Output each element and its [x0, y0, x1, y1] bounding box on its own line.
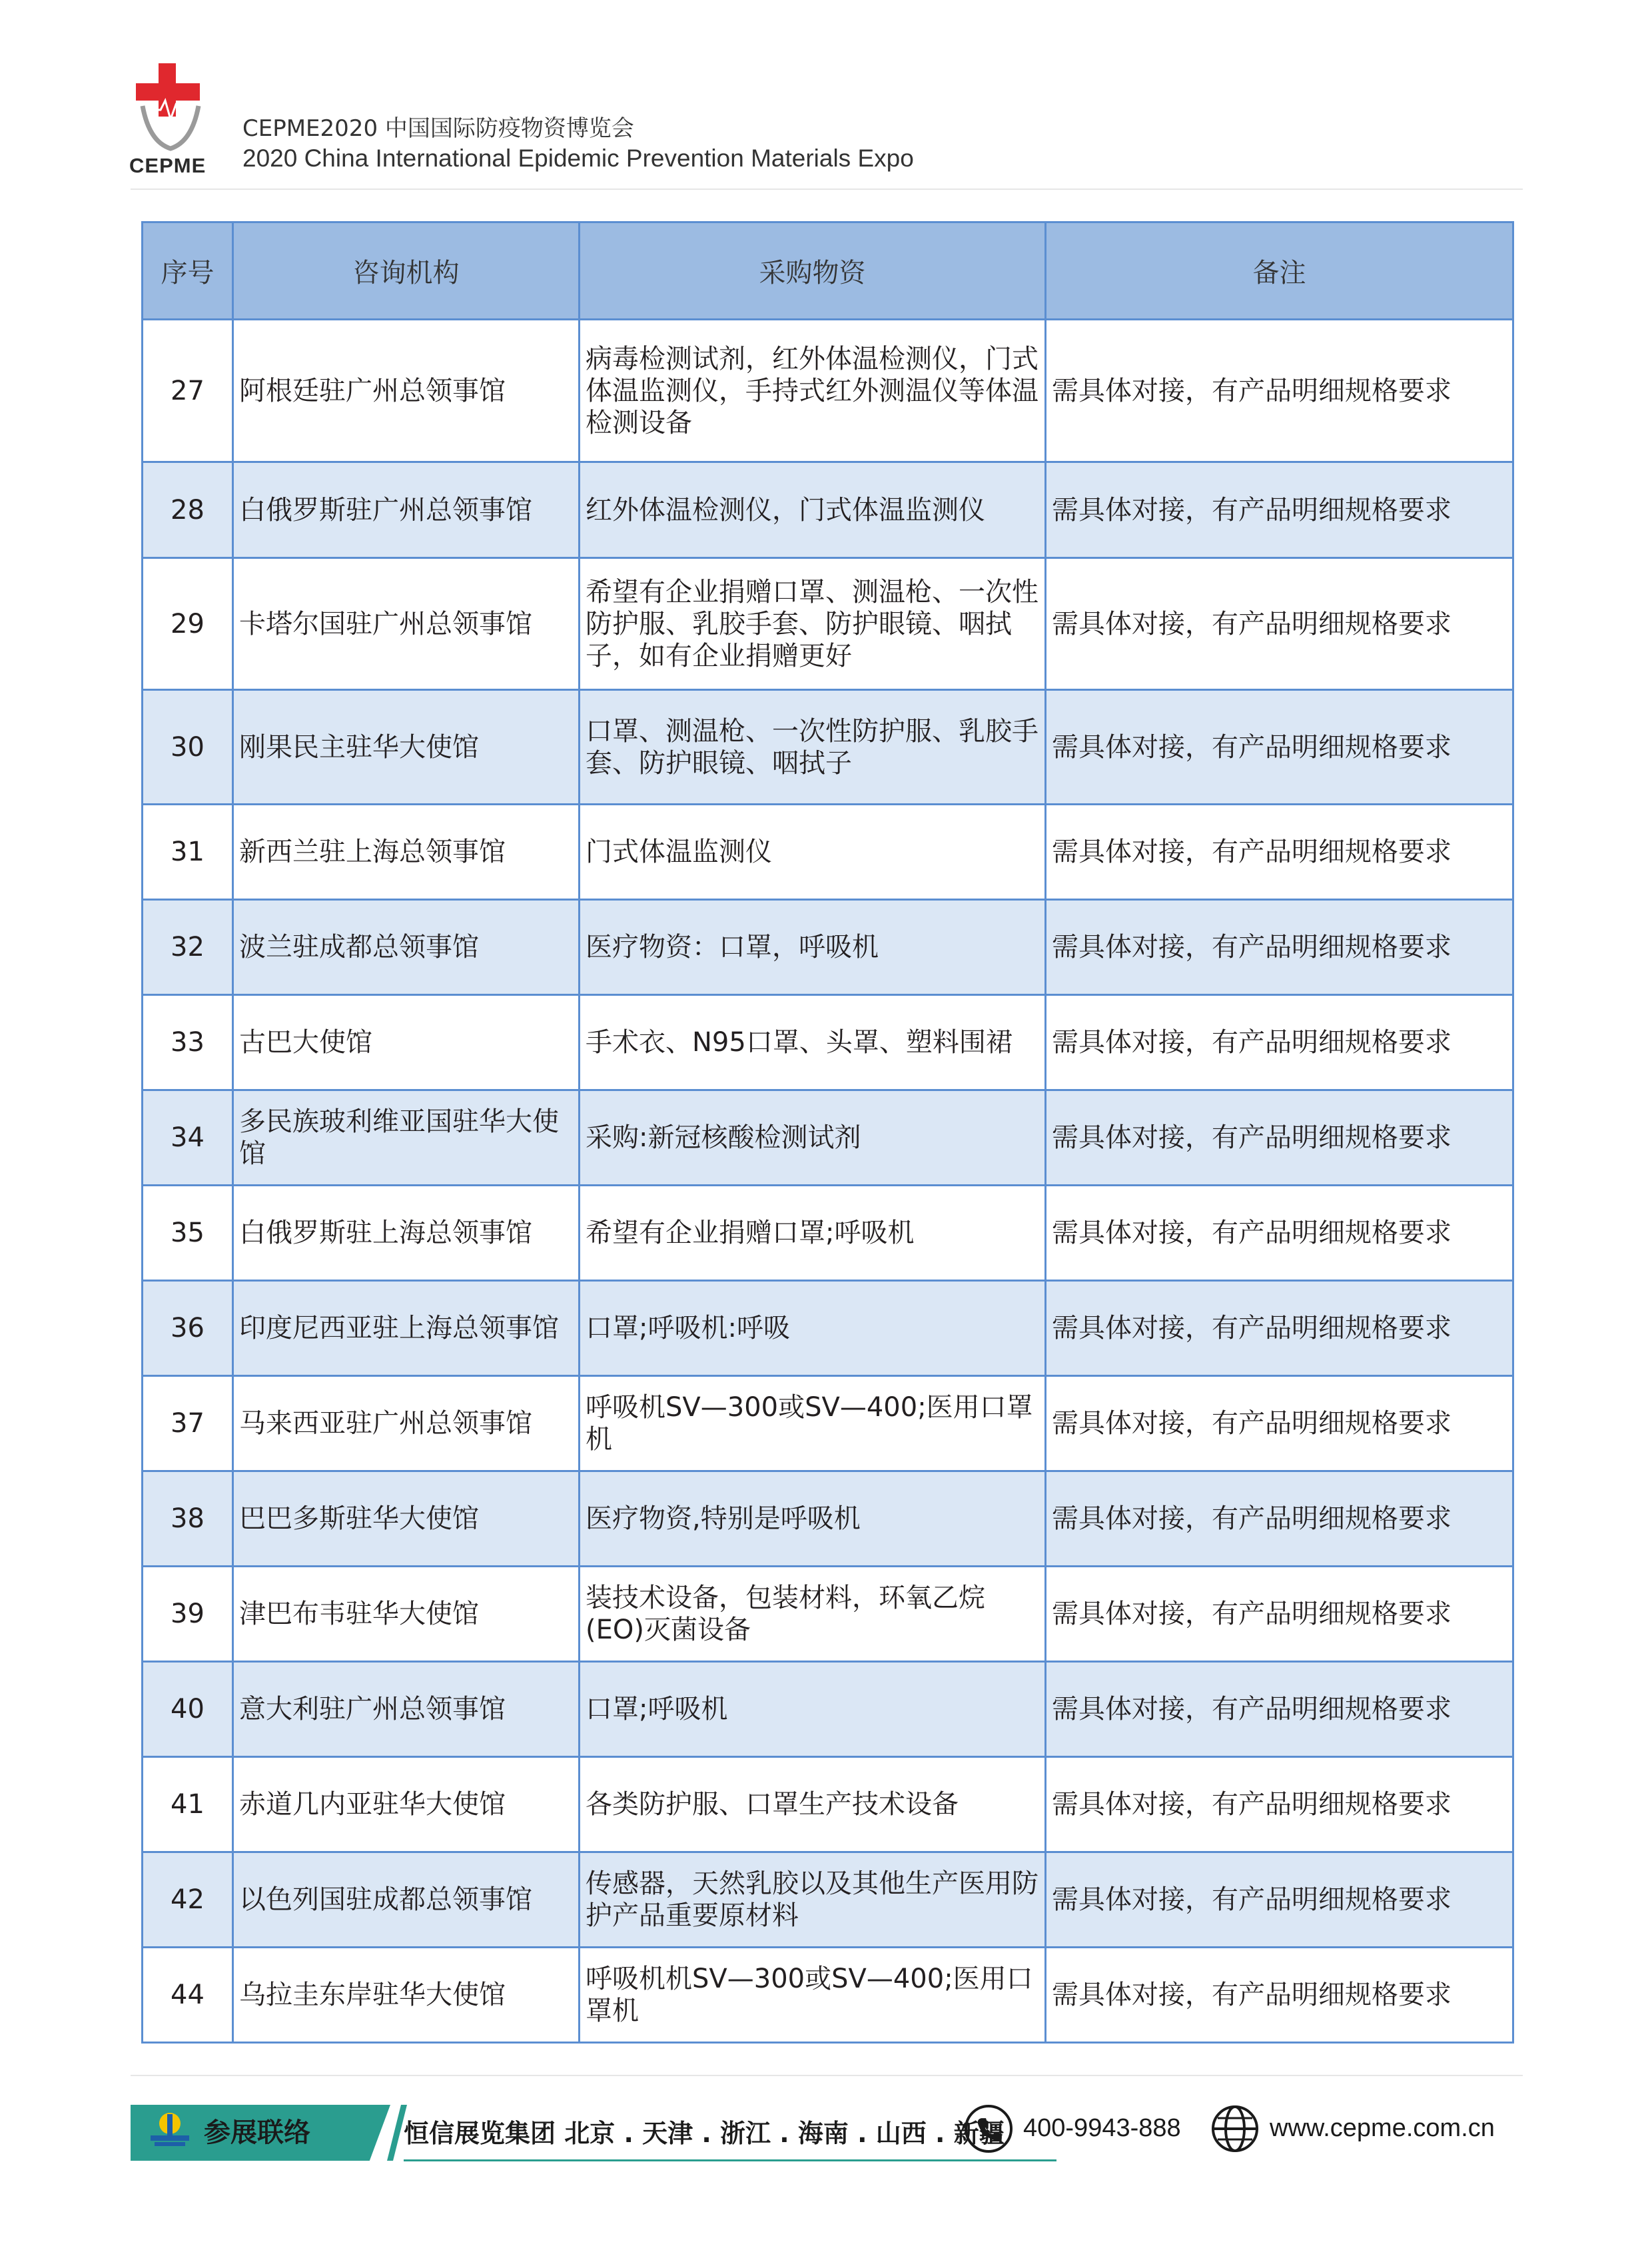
phone-number[interactable]: 400-9943-888	[1023, 2114, 1181, 2142]
column-header-org: 咨询机构	[233, 222, 580, 320]
cell-items: 装技术设备，包装材料，环氧乙烷(EO)灭菌设备	[580, 1567, 1046, 1662]
cell-note: 需具体对接，有产品明细规格要求	[1046, 1852, 1513, 1948]
table-row	[143, 1662, 1513, 1757]
cell-index: 44	[143, 1948, 233, 2043]
cell-items: 口罩;呼吸机:呼吸	[580, 1281, 1046, 1376]
cell-org: 多民族玻利维亚国驻华大使馆	[233, 1090, 580, 1186]
cell-index: 29	[143, 558, 233, 690]
table-header-row	[143, 222, 1513, 320]
cell-note: 需具体对接，有产品明细规格要求	[1046, 690, 1513, 805]
cell-org: 白俄罗斯驻广州总领事馆	[233, 462, 580, 558]
cell-org: 赤道几内亚驻华大使馆	[233, 1757, 580, 1852]
cell-items: 口罩;呼吸机	[580, 1662, 1046, 1757]
table-row	[143, 462, 1513, 558]
website-link[interactable]: www.cepme.com.cn	[1270, 2114, 1495, 2142]
cell-index: 31	[143, 805, 233, 900]
table-row	[143, 1948, 1513, 2043]
table-row	[143, 320, 1513, 462]
cell-org: 阿根廷驻广州总领事馆	[233, 320, 580, 462]
table-row	[143, 558, 1513, 690]
cell-org: 以色列国驻成都总领事馆	[233, 1852, 580, 1948]
cell-org: 刚果民主驻华大使馆	[233, 690, 580, 805]
cell-org: 巴巴多斯驻华大使馆	[233, 1471, 580, 1567]
page-footer	[131, 2098, 1523, 2171]
table-row	[143, 1852, 1513, 1948]
cell-note: 需具体对接，有产品明细规格要求	[1046, 805, 1513, 900]
table-row	[143, 900, 1513, 995]
table-row	[143, 690, 1513, 805]
cell-org: 白俄罗斯驻上海总领事馆	[233, 1186, 580, 1281]
cell-org: 意大利驻广州总领事馆	[233, 1662, 580, 1757]
cell-note: 需具体对接，有产品明细规格要求	[1046, 320, 1513, 462]
logo-text: CEPME	[129, 154, 206, 177]
globe-icon	[1210, 2103, 1260, 2154]
table-row	[143, 1090, 1513, 1186]
table-row	[143, 1186, 1513, 1281]
cell-items: 红外体温检测仪，门式体温监测仪	[580, 462, 1046, 558]
cell-note: 需具体对接，有产品明细规格要求	[1046, 1281, 1513, 1376]
cell-index: 42	[143, 1852, 233, 1948]
page-header	[131, 63, 1523, 190]
cell-items: 医疗物资：口罩，呼吸机	[580, 900, 1046, 995]
cell-note: 需具体对接，有产品明细规格要求	[1046, 558, 1513, 690]
group-underline	[404, 2159, 1056, 2161]
cell-org: 马来西亚驻广州总领事馆	[233, 1376, 580, 1471]
cell-items: 各类防护服、口罩生产技术设备	[580, 1757, 1046, 1852]
cell-org: 津巴布韦驻华大使馆	[233, 1567, 580, 1662]
cell-index: 27	[143, 320, 233, 462]
cell-items: 传感器，天然乳胶以及其他生产医用防护产品重要原材料	[580, 1852, 1046, 1948]
cell-note: 需具体对接，有产品明细规格要求	[1046, 1090, 1513, 1186]
table-row	[143, 1471, 1513, 1567]
group-logo-icon	[145, 2109, 195, 2149]
cell-note: 需具体对接，有产品明细规格要求	[1046, 1186, 1513, 1281]
cell-index: 41	[143, 1757, 233, 1852]
table-row	[143, 805, 1513, 900]
cell-items: 病毒检测试剂，红外体温检测仪，门式体温监测仪，手持式红外测温仪等体温检测设备	[580, 320, 1046, 462]
cell-index: 39	[143, 1567, 233, 1662]
cell-index: 28	[143, 462, 233, 558]
cell-index: 40	[143, 1662, 233, 1757]
cell-items: 采购:新冠核酸检测试剂	[580, 1090, 1046, 1186]
cell-items: 希望有企业捐赠口罩、测温枪、一次性防护服、乳胶手套、防护眼镜、咽拭子，如有企业捐赠更好	[580, 558, 1046, 690]
table-row	[143, 995, 1513, 1090]
header-title-en: 2020 China International Epidemic Prevention Materials Expo	[242, 145, 914, 172]
cell-items: 呼吸机SV—300或SV—400;医用口罩机	[580, 1376, 1046, 1471]
contact-label: 参展联络	[204, 2117, 310, 2148]
column-header-index: 序号	[143, 222, 233, 320]
cell-index: 37	[143, 1376, 233, 1471]
table-row	[143, 1567, 1513, 1662]
cell-index: 33	[143, 995, 233, 1090]
cell-items: 口罩、测温枪、一次性防护服、乳胶手套、防护眼镜、咽拭子	[580, 690, 1046, 805]
cell-note: 需具体对接，有产品明细规格要求	[1046, 1471, 1513, 1567]
column-header-note: 备注	[1046, 222, 1513, 320]
cell-note: 需具体对接，有产品明细规格要求	[1046, 462, 1513, 558]
cell-org: 印度尼西亚驻上海总领事馆	[233, 1281, 580, 1376]
cell-note: 需具体对接，有产品明细规格要求	[1046, 900, 1513, 995]
cell-org: 古巴大使馆	[233, 995, 580, 1090]
cell-index: 32	[143, 900, 233, 995]
cell-note: 需具体对接，有产品明细规格要求	[1046, 995, 1513, 1090]
cell-items: 医疗物资,特别是呼吸机	[580, 1471, 1046, 1567]
cell-items: 希望有企业捐赠口罩;呼吸机	[580, 1186, 1046, 1281]
cell-index: 34	[143, 1090, 233, 1186]
cell-index: 35	[143, 1186, 233, 1281]
cell-items: 呼吸机机SV—300或SV—400;医用口罩机	[580, 1948, 1046, 2043]
header-title-cn: CEPME2020 中国国际防疫物资博览会	[242, 115, 634, 142]
cell-note: 需具体对接，有产品明细规格要求	[1046, 1567, 1513, 1662]
cell-note: 需具体对接，有产品明细规格要求	[1046, 1757, 1513, 1852]
footer-divider	[131, 2075, 1523, 2076]
cell-org: 新西兰驻上海总领事馆	[233, 805, 580, 900]
table-row	[143, 1757, 1513, 1852]
phone-icon	[963, 2103, 1014, 2154]
cell-note: 需具体对接，有产品明细规格要求	[1046, 1662, 1513, 1757]
cell-items: 手术衣、N95口罩、头罩、塑料围裙	[580, 995, 1046, 1090]
procurement-table	[141, 221, 1514, 2044]
column-header-items: 采购物资	[580, 222, 1046, 320]
cell-index: 36	[143, 1281, 233, 1376]
cell-org: 乌拉圭东岸驻华大使馆	[233, 1948, 580, 2043]
cell-index: 38	[143, 1471, 233, 1567]
cell-index: 30	[143, 690, 233, 805]
table-row	[143, 1281, 1513, 1376]
cell-items: 门式体温监测仪	[580, 805, 1046, 900]
cell-note: 需具体对接，有产品明细规格要求	[1046, 1948, 1513, 2043]
cell-note: 需具体对接，有产品明细规格要求	[1046, 1376, 1513, 1471]
group-cities-text: 恒信展览集团 北京 . 天津 . 浙江 . 海南 . 山西 . 新疆	[404, 2119, 1005, 2148]
table-row	[143, 1376, 1513, 1471]
cell-org: 卡塔尔国驻广州总领事馆	[233, 558, 580, 690]
cell-org: 波兰驻成都总领事馆	[233, 900, 580, 995]
